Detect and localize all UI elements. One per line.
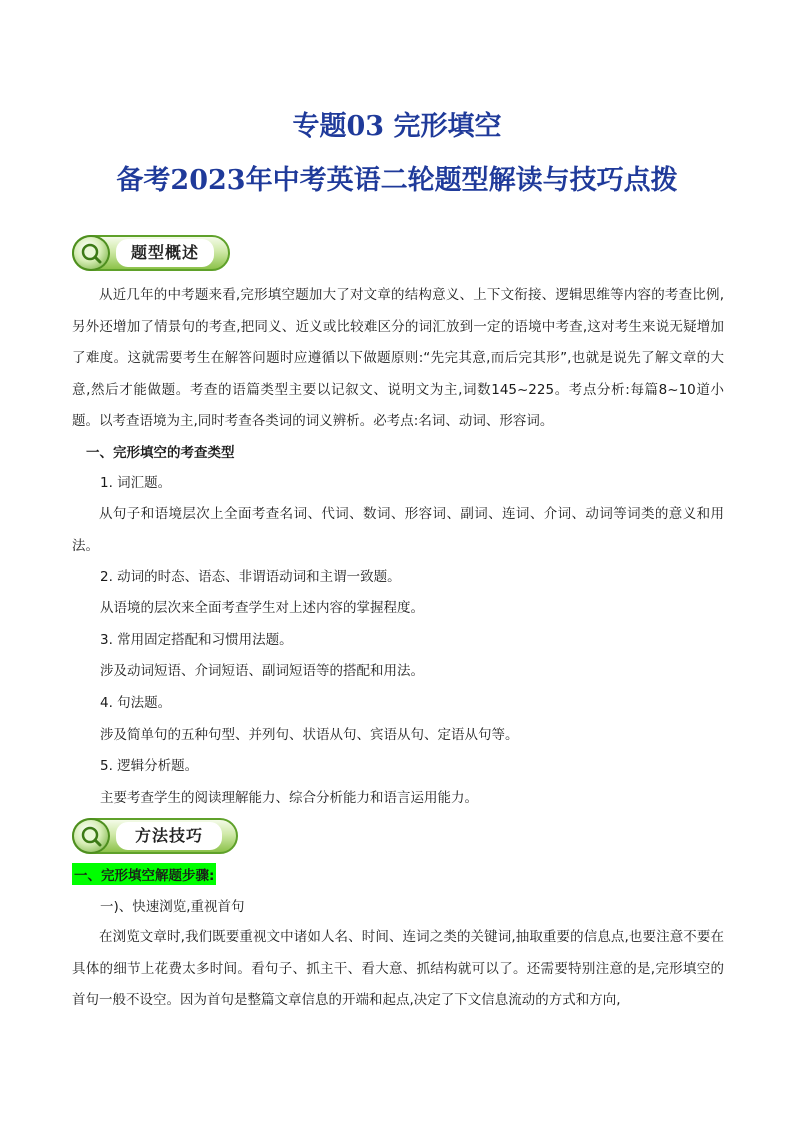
intro-paragraph: 从近几年的中考题来看,完形填空题加大了对文章的结构意义、上下文衔接、逻辑思维等内容的考查比例,另外还增加了情景句的考查,把同义、近义或比较难区分的词汇放到一定的语境中考查,这对考生来说无疑增加了难度。这就需要考生在解答问题时应遵循以下做题原则:“先完其意,而后完其形”,也就是说先了解文章的大意,然后才能做题。考查的语篇类型主要以记叙文、说明文为主,词数145~225。考点分析:每篇8~10道小题。以考查语境为主,同时考查各类词的词义辨析。必考点:名词、动词、形容词。 [72, 287, 724, 429]
item-title: 5. 逻辑分析题。 [100, 758, 199, 774]
item-description: 主要考查学生的阅读理解能力、综合分析能力和语言运用能力。 [100, 790, 478, 806]
item-title: 3. 常用固定搭配和习惯用法题。 [100, 632, 293, 648]
magnifier-icon [72, 235, 110, 271]
item-description: 从句子和语境层次上全面考查名词、代词、数词、形容词、副词、连词、介词、动词等词类的意义和用法。 [72, 506, 724, 554]
section-banner-label: 题型概述 [116, 239, 214, 267]
item-title: 4. 句法题。 [100, 695, 172, 711]
section-banner-label: 方法技巧 [116, 822, 222, 850]
step-title: 一)、快速浏览,重视首句 [100, 899, 245, 915]
magnifier-icon [72, 818, 110, 854]
step-paragraph: 在浏览文章时,我们既要重视文中诸如人名、时间、连词之类的关键词,抽取重要的信息点,也要注意不要在具体的细节上花费太多时间。看句子、抓主干、看大意、抓结构就可以了。还需要特别注意的是,完形填空的首句一般不设空。因为首句是整篇文章信息的开端和起点,决定了下文信息流动的方式和方向, [72, 929, 724, 1008]
item-title: 2. 动词的时态、语态、非谓语动词和主谓一致题。 [100, 569, 401, 585]
document-title: 专题03 完形填空 [292, 111, 502, 142]
item-description: 涉及简单句的五种句型、并列句、状语从句、宾语从句、定语从句等。 [100, 727, 519, 743]
item-title: 1. 词汇题。 [100, 475, 172, 491]
section-banner-overview [72, 235, 230, 271]
item-description: 涉及动词短语、介词短语、副词短语等的搭配和用法。 [100, 663, 424, 679]
document-subtitle: 备考2023年中考英语二轮题型解读与技巧点拨 [116, 165, 678, 196]
item-description: 从语境的层次来全面考查学生对上述内容的掌握程度。 [100, 600, 424, 616]
highlighted-heading: 一、完形填空解题步骤: [72, 863, 216, 885]
section-heading: 一、完形填空的考查类型 [86, 445, 235, 461]
section-banner-methods [72, 818, 238, 854]
